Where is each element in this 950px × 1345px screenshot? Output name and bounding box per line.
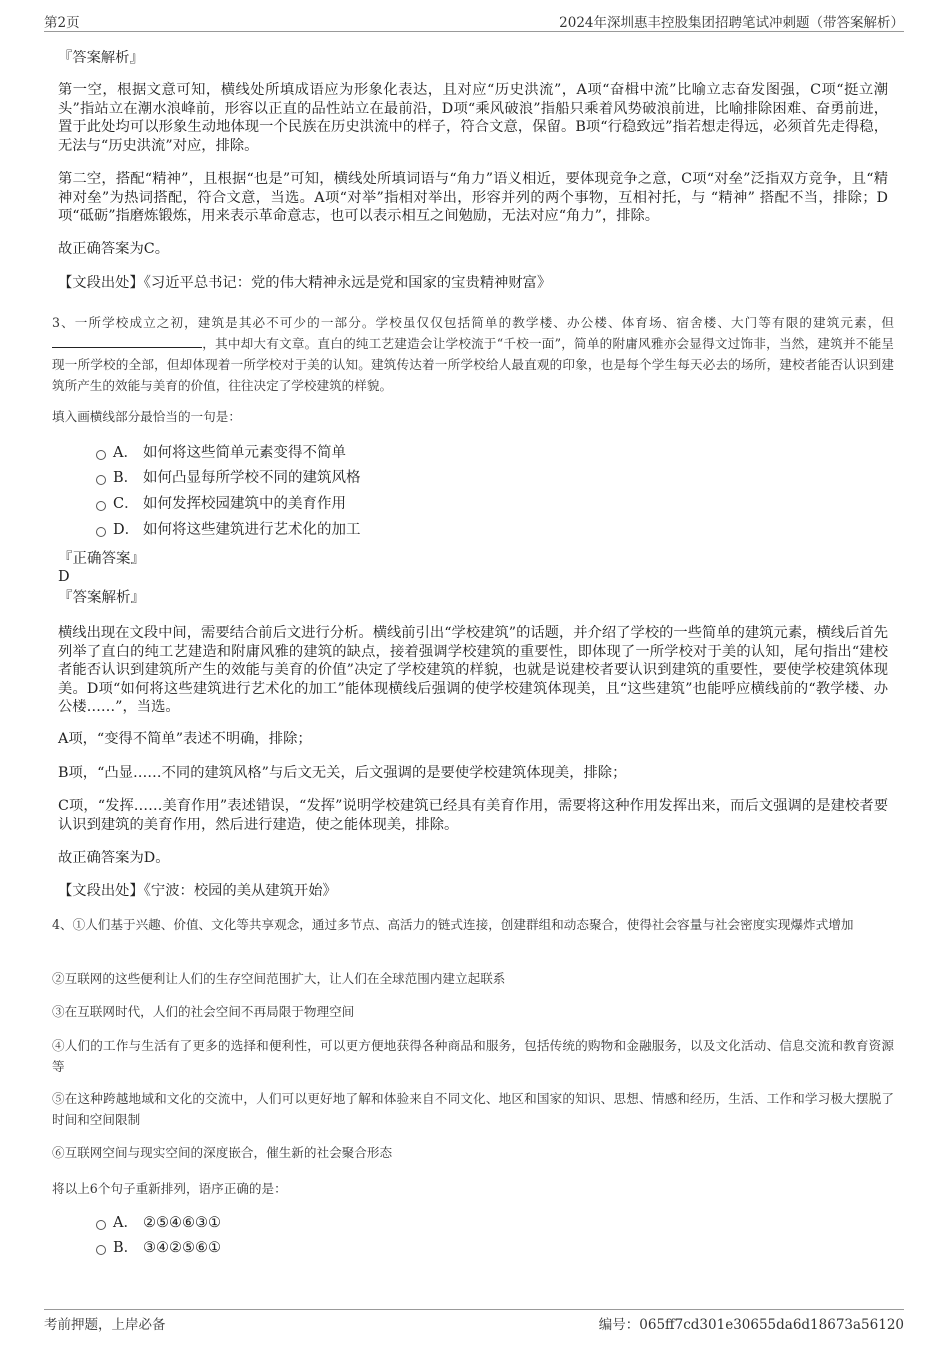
q2-analysis-label: 『答案解析』	[58, 50, 144, 66]
q3-stem	[52, 312, 894, 396]
q4-sentence-4: ④人们的工作与生活有了更多的选择和便利性，可以更方便地获得各种商品和服务，包括传统的购物和金融服务，以及文化活动、信息交流和教育资源等	[52, 1038, 894, 1074]
radio-icon[interactable]	[96, 1220, 106, 1230]
page-header	[44, 11, 904, 29]
q3-option-a[interactable]: A． 如何将这些简单元素变得不简单	[96, 443, 346, 463]
q4-sentence-1: 4、①人们基于兴趣、价值、文化等共享观念，通过多节点、高活力的链式连接，创建群组和动态聚合，使得社会容量与社会密度实现爆炸式增加	[52, 917, 854, 932]
document-code: 编号：065ff7cd301e30655da6d18673a56120	[598, 1317, 904, 1333]
q2-analysis-p1: 第一空，根据文意可知，横线处所填成语应为形象化表达，且对应“历史洪流”，A项“奋楫中流”比喻立志奋发图强，C项“挺立潮头”指站立在潮水浪峰前，形容以正直的品性站立在最前沿，D项“乘风破浪”指船只乘着风势破浪前进，比喻排除困难、奋勇前进，置于此处均可以形象生动地体现一个民族在历史洪流中的样子，符合文意，保留。B项“行稳致远”指若想走得远，必须首先走得稳，无法与“历史洪流”对应，排除。	[58, 82, 888, 154]
header-divider	[44, 31, 904, 32]
footer-slogan: 考前押题，上岸必备	[44, 1317, 166, 1333]
q3-stem-part-b: ，其中却大有文章。直白的纯工艺建造会让学校流于“千校一面”，简单的附庸风雅亦会显得文过饰非，当然，建筑并不能呈现一所学校的全部，但却体现着一所学校对于美的认知。建筑传达着一所学校给人最直观的印象，也是每个学生每天必去的场所，建校者能否认识到建筑所产生的效能与美育的价值，往往决定了学校建筑的样貌。	[52, 336, 894, 393]
page-number: 第2页	[44, 15, 80, 31]
q3-analysis-p1: 横线出现在文段中间，需要结合前后文进行分析。横线前引出“学校建筑”的话题，并介绍了学校的一些简单的建筑元素，横线后首先列举了直白的纯工艺建造和附庸风雅的建筑的缺点，接着强调学校建筑的重要性，即体现了一所学校对于美的认知，尾句指出“建校者能否认识到建筑所产生的效能与美育的价值”决定了学校建筑的样貌，也就是说建校者要认识到建筑的重要性，要使学校建筑体现美。D项“如何将这些建筑进行艺术化的加工”能体现横线后强调的使学校建筑体现美，且“这些建筑”也能呼应横线前的“教学楼、办公楼……”，当选。	[58, 625, 888, 715]
q3-analysis-a: A项，“变得不简单”表述不明确，排除；	[58, 731, 312, 747]
q3-answer: D	[58, 569, 70, 585]
q3-source: 【文段出处】《宁波：校园的美从建筑开始》	[58, 883, 337, 899]
q3-blank	[52, 334, 202, 348]
q3-option-d[interactable]: D． 如何将这些建筑进行艺术化的加工	[96, 520, 361, 540]
q4-sentence-3: ③在互联网时代，人们的社会空间不再局限于物理空间	[52, 1004, 355, 1019]
q3-answer-label: 『正确答案』	[58, 551, 145, 567]
page-footer	[44, 1313, 904, 1331]
q3-option-c[interactable]: C． 如何发挥校园建筑中的美育作用	[96, 494, 346, 514]
radio-icon[interactable]	[96, 475, 106, 485]
radio-icon[interactable]	[96, 450, 106, 460]
radio-icon[interactable]	[96, 527, 106, 537]
q4-option-b[interactable]: B． ③④②⑤⑥①	[96, 1238, 221, 1258]
q4-prompt: 将以上6个句子重新排列，语序正确的是：	[52, 1181, 287, 1196]
q3-analysis-b: B项，“凸显……不同的建筑风格”与后文无关，后文强调的是要使学校建筑体现美，排除；	[58, 765, 627, 781]
radio-icon[interactable]	[96, 501, 106, 511]
q3-stem-part-a: 3、一所学校成立之初，建筑是其必不可少的一部分。学校虽仅仅包括简单的教学楼、办公楼、体育场、宿舍楼、大门等有限的建筑元素，但	[52, 315, 894, 330]
q4-option-a[interactable]: A． ②⑤④⑥③①	[96, 1213, 221, 1233]
q3-option-b[interactable]: B． 如何凸显每所学校不同的建筑风格	[96, 468, 361, 488]
q3-prompt: 填入画横线部分最恰当的一句是：	[52, 409, 241, 424]
q3-conclusion: 故正确答案为D。	[58, 850, 170, 866]
q4-sentence-6: ⑥互联网空间与现实空间的深度嵌合，催生新的社会聚合形态	[52, 1145, 393, 1160]
q3-analysis-label: 『答案解析』	[58, 590, 145, 606]
q2-analysis-p2: 第二空，搭配“精神”，且根据“也是”可知，横线处所填词语与“角力”语义相近，要体现竞争之意，C项“对垒”泛指双方竞争，且“精神对垒”为热词搭配，符合文意，当选。A项“对举”指相对举出，形容并列的两个事物，互相衬托，与 “精神” 搭配不当，排除；D项“砥砺”指磨炼锻炼，用来表示革命意志，也可以表示相互之间勉励，无法对应“角力”，排除。	[58, 171, 888, 224]
footer-divider	[44, 1309, 904, 1310]
q3-analysis-c: C项，“发挥……美育作用”表述错误，“发挥”说明学校建筑已经具有美育作用，需要将这种作用发挥出来，而后文强调的是建校者要认识到建筑的美育作用，然后进行建造，使之能体现美，排除。	[58, 798, 888, 833]
q2-conclusion: 故正确答案为C。	[58, 241, 170, 257]
q2-source: 【文段出处】《习近平总书记：党的伟大精神永远是党和国家的宝贵精神财富》	[58, 275, 552, 291]
radio-icon[interactable]	[96, 1245, 106, 1255]
q4-sentence-5: ⑤在这种跨越地域和文化的交流中，人们可以更好地了解和体验来自不同文化、地区和国家的知识、思想、情感和经历，生活、工作和学习极大摆脱了时间和空间限制	[52, 1091, 894, 1127]
q4-sentence-2: ②互联网的这些便利让人们的生存空间范围扩大，让人们在全球范围内建立起联系	[52, 971, 506, 986]
document-title: 2024年深圳惠丰控股集团招聘笔试冲刺题（带答案解析）	[559, 15, 904, 31]
